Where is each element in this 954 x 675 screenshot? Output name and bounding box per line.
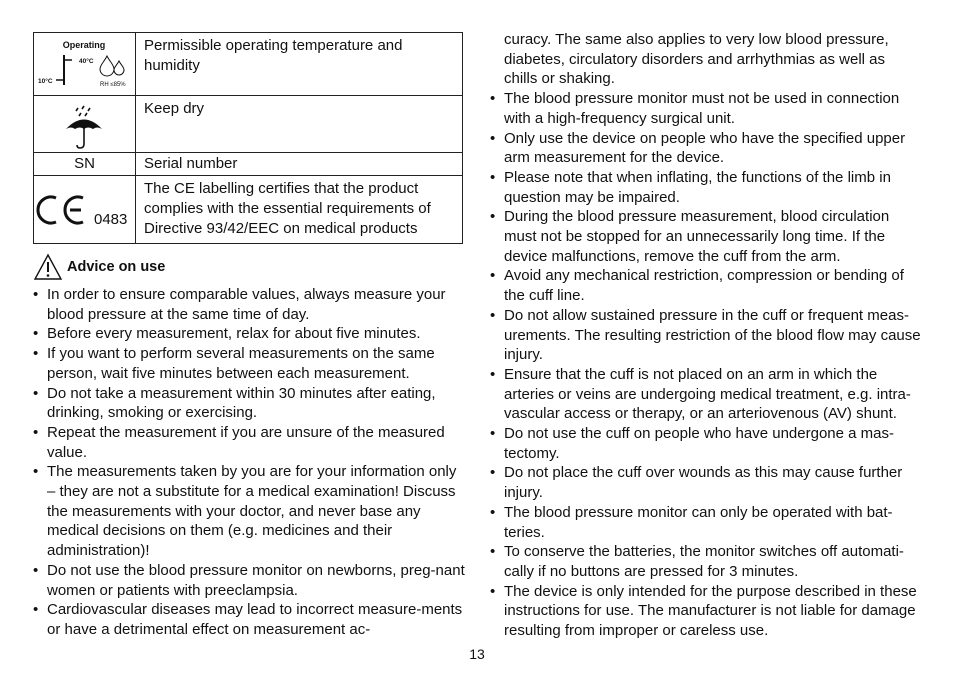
list-item: • The device is only intended for the purpose described in these instructions for use. The manufacturer is not liable for damage resulting from improper or careless use. (490, 582, 922, 641)
continued-text: curacy. The same also applies to very low blood pressure, diabetes, circulatory disorders and arrhythmias as well as chills or shaking. (504, 31, 889, 88)
serial-number-label: Serial number (136, 153, 463, 176)
advice-right-column (490, 30, 922, 641)
keep-dry-label: Keep dry (136, 96, 463, 153)
warning-triangle-icon (33, 253, 63, 281)
ce-mark-icon (34, 176, 136, 244)
symbol-row-serial (34, 153, 463, 176)
list-item: • If you want to perform several measurements on the same person, wait five minutes between each measurement. (33, 344, 465, 383)
ce-description: The CE labelling certifies that the product complies with the essential requirements of Directive 93/42/EEC on medical products (136, 176, 463, 244)
list-item: • Do not use the blood pressure monitor on newborns, preg-nant women or patients with preeclampsia. (33, 561, 465, 600)
operating-description: Permissible operating temperature and humidity (136, 33, 463, 96)
symbols-table (33, 32, 463, 244)
symbol-row-ce (34, 176, 463, 244)
list-item: • Please note that when inflating, the functions of the limb in question may be impaired. (490, 168, 922, 207)
list-item: • In order to ensure comparable values, always measure your blood pressure at the same time of day. (33, 285, 465, 324)
list-item: • Do not place the cuff over wounds as this may cause further injury. (490, 463, 922, 502)
list-item: • Ensure that the cuff is not placed on an arm in which the arteries or veins are undergoing medical treatment, e.g. intra-vascular access or therapy, or an arteriovenous (AV) shunt. (490, 365, 922, 424)
list-item: • Only use the device on people who have the specified upper arm measurement for the device. (490, 129, 922, 168)
advice-list-right (490, 89, 922, 641)
operating-conditions-icon (34, 33, 136, 96)
list-item: • Repeat the measurement if you are unsure of the measured value. (33, 423, 465, 462)
symbol-row-operating (34, 33, 463, 96)
list-item: • During the blood pressure measurement, blood circulation must not be stopped for an unnecessarily long time. If the device malfunctions, remove the cuff from the arm. (490, 207, 922, 266)
operating-temp-high: 40°C (79, 58, 94, 65)
list-item: • Do not take a measurement within 30 minutes after eating, drinking, smoking or exercising. (33, 384, 465, 423)
list-item: • Do not allow sustained pressure in the cuff or frequent meas-urements. The resulting restriction of the blood flow may cause injury. (490, 306, 922, 365)
umbrella-icon (34, 96, 136, 153)
operating-temp-low: 10°C (38, 78, 53, 85)
list-item: • Avoid any mechanical restriction, compression or bending of the cuff line. (490, 266, 922, 305)
list-item: • Cardiovascular diseases may lead to incorrect measure-ments or have a detrimental effect on measurement ac- (33, 600, 465, 639)
list-item: • Do not use the cuff on people who have undergone a mas-tectomy. (490, 424, 922, 463)
operating-humidity: RH ≤85% (100, 82, 126, 88)
advice-left-column (33, 285, 465, 640)
operating-symbol-title: Operating (62, 40, 106, 50)
list-item: • The blood pressure monitor must not be used in connection with a high-frequency surgical unit. (490, 89, 922, 128)
list-item: • To conserve the batteries, the monitor switches off automati-cally if no buttons are pressed for 3 minutes. (490, 542, 922, 581)
list-item: • Before every measurement, relax for about five minutes. (33, 324, 465, 344)
advice-heading (33, 253, 165, 281)
page-number: 13 (469, 646, 485, 662)
serial-number-symbol: SN (34, 153, 136, 176)
symbol-row-keep-dry (34, 96, 463, 153)
list-item: • The blood pressure monitor can only be operated with bat-teries. (490, 503, 922, 542)
advice-title: Advice on use (67, 259, 166, 275)
advice-list-left (33, 285, 465, 640)
ce-number: 0483 (94, 210, 128, 228)
list-item: • The measurements taken by you are for your information only – they are not a substitute for a medical examination! Discuss the measurements with your doctor, and never base any medical decisions on them (e.g. medicines and their administration)! (33, 462, 465, 561)
